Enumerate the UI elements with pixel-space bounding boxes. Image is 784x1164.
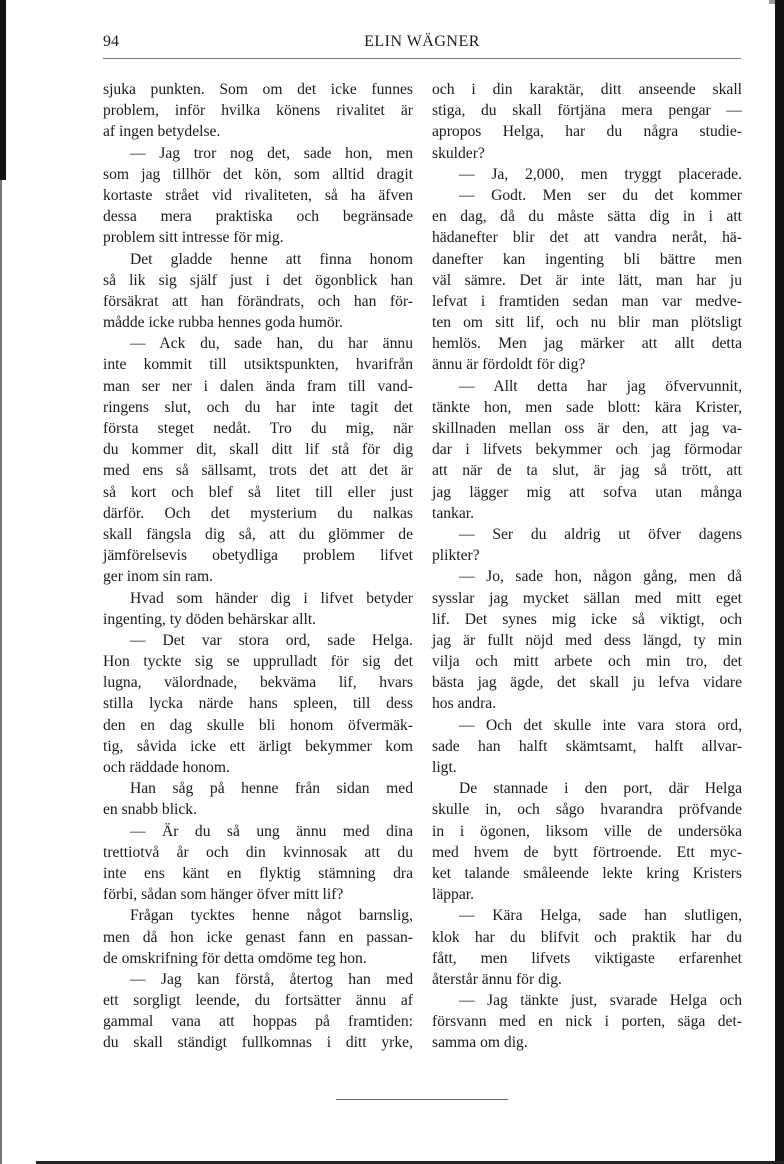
text-line: ett sorgligt leende, du fortsätter ännu af: [103, 992, 413, 1010]
text-line: jag lägger mig att sofva utan många: [432, 483, 742, 501]
text-line: — Jag tänkte just, svarade Helga och: [459, 992, 742, 1010]
text-line: — Godt. Men ser du det kommer: [459, 186, 742, 204]
text-line: ket talande småleende lekte kring Kristers: [432, 864, 742, 882]
text-line: skall fängsla dig så, att du glömmer de: [103, 525, 413, 543]
text-line: och räddade honom.: [103, 759, 230, 776]
text-line: skulle in, och sågo hvarandra pröfvande: [432, 801, 742, 819]
text-line: dessa mera praktiska och begränsade: [103, 208, 413, 226]
text-line: skulder?: [432, 144, 485, 162]
text-line: jämförelsevis obetydliga problem lifvet: [103, 547, 413, 565]
text-line: samma om dig.: [432, 1034, 528, 1052]
text-line: — Allt detta har jag öfvervunnit,: [459, 377, 742, 395]
text-line: som jag tillhör det kön, som alltid dragit: [103, 165, 413, 183]
text-line: sysslar jag mycket sällan med mitt eget: [432, 589, 742, 607]
text-line: förbi, sådan som hänger öfver mitt lif?: [103, 886, 344, 904]
text-line: sade han halft skämtsamt, halft allvar-: [432, 737, 742, 755]
text-line: — Ja, 2,000, men tryggt placerade.: [459, 165, 742, 183]
text-line: inte kommit till utsiktspunkten, hvarifrån: [103, 356, 413, 374]
text-line: plikter?: [432, 547, 480, 565]
text-line: in i ögonen, liksom ville de undersöka: [432, 822, 742, 840]
text-line: så kort och blef så litet till eller just: [103, 483, 413, 501]
text-line: — Jag tror nog det, sade hon, men: [130, 144, 413, 162]
text-line: hemlös. Men jag märker att allt detta: [432, 335, 742, 353]
text-line: fått, men lifvets viktigaste erfarenhet: [432, 949, 742, 967]
text-line: ringens slut, och du har inte tagit det: [103, 398, 413, 416]
text-line: klok har du blifvit och praktik har du: [432, 928, 742, 946]
text-line: af ingen betydelse.: [103, 123, 221, 141]
text-line: de omskrifning för detta omdöme teg hon.: [103, 949, 367, 967]
text-line: — Det var stora ord, sade Helga.: [130, 631, 413, 649]
chapter-end-rule: [336, 1099, 508, 1100]
text-line: man ser ner i dalen ända fram till vand-: [103, 377, 413, 395]
text-line: och i din karaktär, ditt anseende skall: [432, 81, 742, 98]
text-line: — Och det skulle inte vara stora ord,: [459, 716, 742, 734]
text-line: Han såg på henne från sidan med: [130, 780, 413, 798]
text-line: du skall ständigt fullkomnas i ditt yrke,: [103, 1034, 413, 1052]
text-line: att när de ta slut, är jag så trött, att: [432, 462, 742, 480]
text-line: första steget nedåt. Tro du mig, när: [103, 420, 413, 437]
text-line: hädanefter blir det att vandra neråt, hä-: [432, 229, 742, 247]
header-rule: [103, 58, 741, 59]
text-line: bästa jag ägde, det skall ju lefva vidare: [432, 674, 742, 692]
text-column-left: [103, 79, 413, 1054]
text-line: jag är fullt nöjd med dess längd, ty min: [432, 631, 742, 649]
text-line: sjuka punkten. Som om det icke funnes: [103, 81, 413, 98]
text-line: Hon tyckte sig se upprulladt för sig det: [103, 653, 413, 671]
text-line: ligt.: [432, 759, 457, 776]
text-line: skillnaden mellan oss är den, att jag va-: [432, 420, 742, 437]
page-header: [103, 33, 741, 57]
text-line: mådde icke rubba hennes goda humör.: [103, 314, 343, 332]
text-line: du kommer dit, skall ditt lif stå för dig: [103, 441, 413, 459]
text-line: återstår ännu för dig.: [432, 970, 562, 988]
text-line: — Ser du aldrig ut öfver dagens: [459, 525, 742, 543]
text-line: gammal vana att hoppas på framtiden:: [103, 1013, 413, 1031]
text-line: stiga, du skall förtjäna mera pengar —: [432, 102, 742, 120]
text-line: väl sämre. Det är inte lätt, man har ju: [432, 271, 742, 289]
scan-edge-left-thin: [0, 180, 2, 1164]
text-line: dar i lifvets bekymmer och jag förmodar: [432, 441, 742, 459]
text-line: lugna, välordnade, bekväma lif, hvars: [103, 674, 413, 692]
text-line: — Jo, sade hon, någon gång, men då: [459, 568, 742, 586]
text-line: försäkrat att han förändrats, och han för-: [103, 292, 413, 310]
text-line: ten om sitt lif, och nu blir man plötsligt: [432, 314, 742, 332]
text-line: — Jag kan förstå, återtog han med: [130, 970, 413, 988]
text-line: Frågan tycktes henne något barnslig,: [130, 907, 413, 925]
text-line: med ens så sällsamt, trots det att det är: [103, 462, 413, 480]
text-line: lif. Det synes mig icke så viktigt, och: [432, 610, 742, 628]
scan-edge-left: [0, 0, 6, 180]
text-line: lefvat i framtiden sedan man var medve-: [432, 292, 742, 310]
running-title: ELIN WÄGNER: [364, 33, 480, 50]
text-line: apropos Helga, har du några studie-: [432, 123, 742, 141]
text-line: Det gladde henne att finna honom: [130, 250, 413, 268]
text-line: vilja och mitt arbete och min tro, det: [432, 653, 742, 671]
text-line: tig, såvida icke ett ärligt bekymmer kom: [103, 737, 413, 755]
text-line: danefter kan ingenting bli bättre men: [432, 250, 742, 268]
scan-edge-right: [775, 0, 784, 1164]
text-line: — Kära Helga, sade han slutligen,: [459, 907, 742, 925]
text-line: därför. Och det mysterium du nalkas: [103, 504, 413, 522]
text-line: Hvad som händer dig i lifvet betyder: [130, 589, 413, 607]
text-line: kortaste strået vid rivaliteten, så ha äfven: [103, 186, 413, 204]
text-line: en snabb blick.: [103, 801, 197, 819]
text-line: med hvem de bytt förtroende. Ett myc-: [432, 843, 742, 861]
text-line: en dag, då du måste sätta dig in i att: [432, 208, 742, 226]
text-line: så lik sig själf just i det ögonblick han: [103, 271, 413, 289]
text-line: trettiotvå år och din kvinnosak att du: [103, 843, 413, 861]
text-line: — Är du så ung ännu med dina: [130, 822, 413, 840]
text-line: De stannade i den port, där Helga: [459, 780, 742, 798]
text-line: ingenting, ty döden behärskar allt.: [103, 610, 317, 628]
page-number: 94: [103, 33, 119, 50]
text-line: problem, inför hvilka könens rivalitet är: [103, 102, 413, 120]
text-line: stilla lycka närde hans spleen, till dess: [103, 695, 413, 713]
text-line: problem sitt intresse för mig.: [103, 229, 284, 247]
text-line: tankar.: [432, 504, 474, 522]
text-line: inte ens känt en flyktig stämning dra: [103, 864, 413, 882]
text-line: tänkte hon, men sade blott: kära Krister,: [432, 398, 742, 416]
text-line: ger inom sin ram.: [103, 568, 214, 586]
text-line: försvann med en nick i porten, säga det-: [432, 1013, 742, 1031]
text-line: — Ack du, sade han, du har ännu: [130, 335, 413, 353]
text-column-right: [432, 79, 742, 1054]
text-line: ännu är fördoldt för dig?: [432, 356, 586, 374]
text-line: läppar.: [432, 886, 474, 904]
scan-edge-right-top: [769, 0, 775, 4]
text-line: hos andra.: [432, 695, 497, 713]
text-line: men då hon icke genast fann en passan-: [103, 928, 413, 946]
text-line: den en dag skulle bli honom öfvermäk-: [103, 716, 413, 734]
